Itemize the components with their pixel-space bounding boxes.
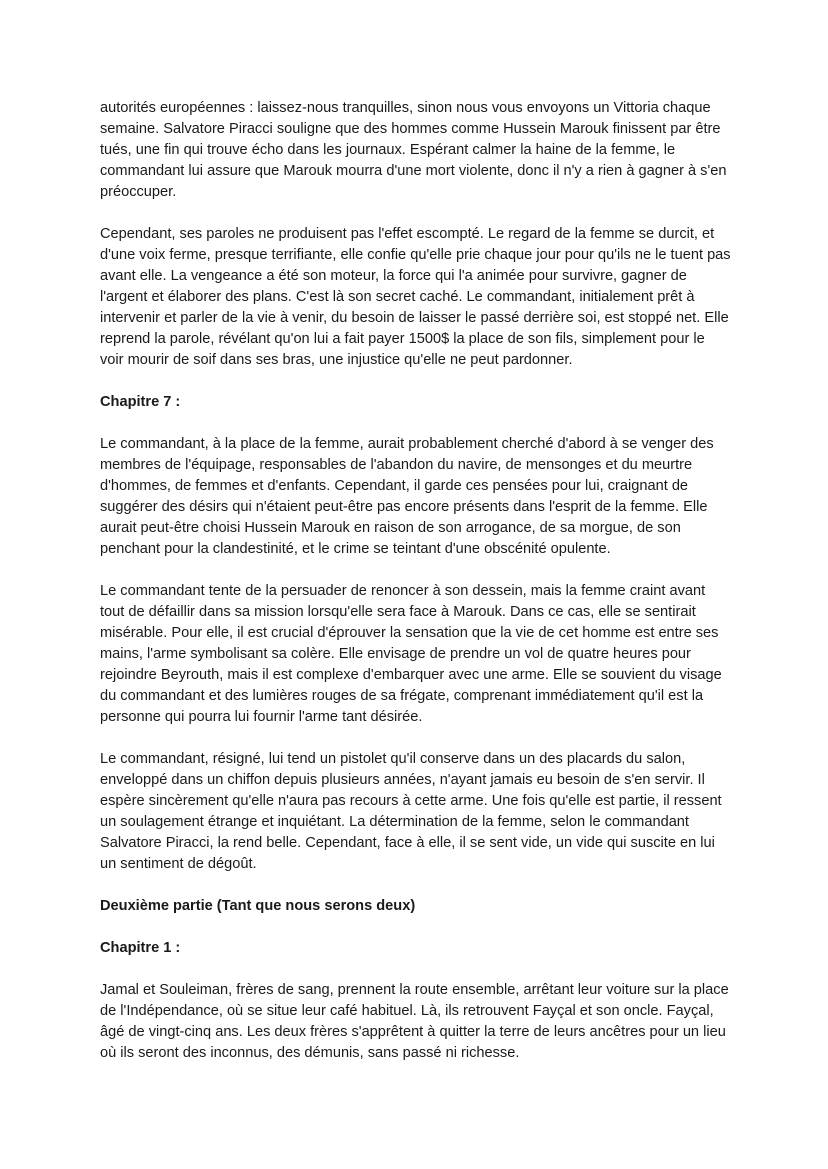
- document-page: [100, 98, 732, 1085]
- paragraph-pistol: Le commandant, résigné, lui tend un pistolet qu'il conserve dans un des placards du salon, enveloppé dans un chiffon depuis plusieurs années, n'ayant jamais eu besoin de s'en servir. Il espère sincèrement qu'elle n'aura pas recours à cette arme. Une fois qu'elle est partie, il ressent un soulagement étrange et inquiétant. La détermination de la femme, selon le commandant Salvatore Piracci, la rend belle. Cependant, face à elle, il se sent vide, un vide qui suscite en lui un sentiment de dégoût.: [100, 751, 722, 872]
- part-heading-2: Deuxième partie (Tant que nous serons deux): [100, 898, 416, 914]
- paragraph-woman-revenge: Cependant, ses paroles ne produisent pas l'effet escompté. Le regard de la femme se durcit, et d'une voix ferme, presque terrifiante, elle confie qu'elle prie chaque jour pour qu'ils ne le tuent pas avant elle. La vengeance a été son moteur, la force qui l'a animée pour survivre, gagner de l'argent et élaborer des plans. C'est là son secret caché. Le commandant, initialement prêt à intervenir et parler de la vie à venir, du besoin de laisser le passé derrière soi, est stoppé net. Elle reprend la parole, révélant qu'on lui a fait payer 1500$ la place de son fils, simplement pour le voir mourir de soif dans ses bras, une injustice qu'elle ne peut pardonner.: [100, 226, 731, 368]
- paragraph-persuasion: Le commandant tente de la persuader de renoncer à son dessein, mais la femme craint avant tout de défaillir dans sa mission lorsqu'elle sera face à Marouk. Dans ce cas, elle se sentirait misérable. Pour elle, il est crucial d'éprouver la sensation que la vie de cet homme est entre ses mains, l'arme symbolisant sa colère. Elle envisage de prendre un vol de quatre heures pour rejoindre Beyrouth, mais il est complexe d'embarquer avec une arme. Elle se souvient du visage du commandant et des lumières rouges de sa frégate, comprenant immédiatement qu'il est la personne qui pourra lui fournir l'arme tant désirée.: [100, 583, 722, 725]
- chapter-heading-7: Chapitre 7 :: [100, 394, 181, 410]
- paragraph-jamal-souleiman: Jamal et Souleiman, frères de sang, prennent la route ensemble, arrêtant leur voiture sur la place de l'Indépendance, où se situe leur café habituel. Là, ils retrouvent Fayçal et son oncle. Fayçal, âgé de vingt-cinq ans. Les deux frères s'apprêtent à quitter la terre de leurs ancêtres pour un lieu où ils seront des inconnus, des démunis, sans passé ni richesse.: [100, 982, 729, 1061]
- paragraph-commander-thoughts: Le commandant, à la place de la femme, aurait probablement cherché d'abord à se venger des membres de l'équipage, responsables de l'abandon du navire, de mensonges et du meurtre d'hommes, de femmes et d'enfants. Cependant, il garde ces pensées pour lui, craignant de suggérer des désirs qui n'étaient peut-être pas encore présents dans l'esprit de la femme. Elle aurait peut-être choisi Hussein Marouk en raison de son arrogance, de sa morgue, de son penchant pour la clandestinité, et le crime se teintant d'une obscénité opulente.: [100, 436, 714, 557]
- chapter-heading-1: Chapitre 1 :: [100, 940, 181, 956]
- paragraph-demand-to-authorities: autorités européennes : laissez-nous tranquilles, sinon nous vous envoyons un Vittoria chaque semaine. Salvatore Piracci souligne que des hommes comme Hussein Marouk finissent par être tués, une fin qui trouve écho dans les journaux. Espérant calmer la haine de la femme, le commandant lui assure que Marouk mourra d'une mort violente, donc il n'y a rien à gagner à s'en préoccuper.: [100, 100, 727, 200]
